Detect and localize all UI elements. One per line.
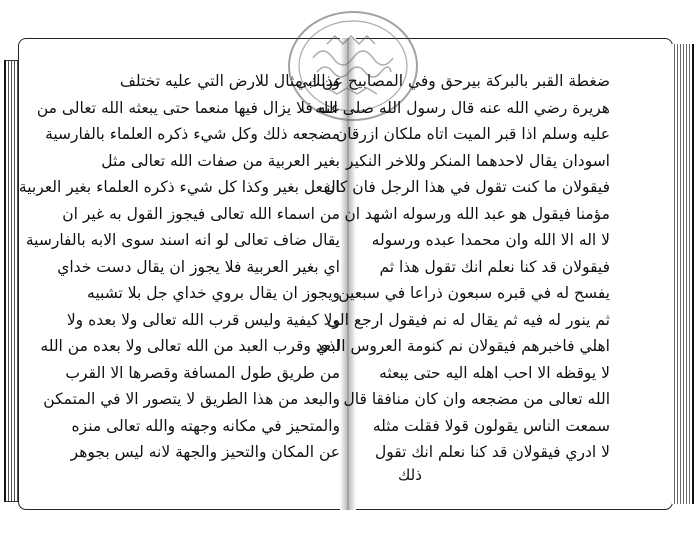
- right-page-line: لا ادري فيقولان قد كنا نعلم انك تقول: [375, 443, 610, 461]
- right-page-line: اسودان يقال لاحدهما المنكر وللاخر النكير: [346, 151, 610, 170]
- left-page-line: وذلك مثال للارض التي عليه تختلف: [119, 72, 340, 90]
- left-page-text-block: [18, 68, 340, 466]
- right-page-text-block: [295, 68, 610, 466]
- right-page-line: اهلي فاخبرهم فيقولان نم كنومة العروس الذي: [316, 337, 610, 355]
- left-page-line: ولا كيفية وليس قرب الله تعالى ولا بعده ولا: [66, 310, 340, 329]
- left-page-line: والمتحيز في مكانه وجهته والله تعالى منزه: [71, 416, 340, 435]
- left-page-line: اي بغير العربية فلا يجوز ان يقال دست خداي: [57, 257, 340, 276]
- left-page-line: من طريق طول المسافة وقصرها الا القرب: [65, 363, 340, 382]
- left-page-line: يقال ضاف تعالى لو انه اسند سوى الابه بالفارسية: [25, 231, 340, 249]
- left-page-line: ابعد وقرب العبد من الله تعالى ولا بعده من الله: [40, 337, 340, 355]
- left-page-line: مضجعه ذلك وكل شيء ذكره العلماء بالفارسية: [45, 125, 340, 143]
- left-page-line: الفعل بغير وكذا كل شيء ذكره العلماء بغير العربية: [18, 178, 340, 196]
- right-page-line: عليه وسلم اذا قبر الميت اتاه ملكان ازرقان: [335, 125, 610, 143]
- catchword: ذلك: [398, 466, 422, 484]
- right-page-line: فيقولان ما كنت تقول في هذا الرجل فان كان: [323, 178, 610, 196]
- right-page-line: لا اله الا الله وان محمدا عبده ورسوله: [371, 231, 610, 249]
- right-page-line: لا يوقظه الا احب اهله اليه حتى يبعثه: [379, 363, 610, 382]
- right-page-line: هريرة رضي الله عنه قال رسول الله صلى الله: [315, 98, 610, 117]
- right-page-line: فيقولان قد كنا نعلم انك تقول هذا ثم: [379, 257, 610, 276]
- right-page-line: سمعت الناس يقولون قولا فقلت مثله: [372, 416, 610, 435]
- left-page-line: ويجوز ان يقال بروي خداي جل بلا تشبيه: [87, 284, 340, 302]
- right-page-edges: [672, 44, 694, 504]
- left-page-line: بغير العربية من صفات الله تعالى مثل: [101, 151, 340, 170]
- right-page-line: الله تعالى من مضجعه وان كان منافقا قال: [343, 390, 610, 408]
- right-page-line: يفسح له في قبره سبعون ذراعا في سبعين: [338, 284, 610, 302]
- left-page-line: والبعد من هذا الطريق لا يتصور الا في المتمكن: [43, 390, 340, 408]
- right-page-line: ثم ينور له فيه ثم يقال له نم فيقول ارجع الى: [326, 310, 610, 329]
- left-page-line: عن المكان والتحيز والجهة لانه ليس بجوهر: [70, 443, 340, 461]
- right-page-line: مؤمنا فيقول هو عبد الله ورسوله اشهد ان: [344, 204, 610, 223]
- left-page-line: عنه فلا يزال فيها منعما حتى يبعثه الله تعالى من: [36, 98, 340, 117]
- right-page-line: ضغطة القبر بالبركة بيرحق وفي المصابيح عن ابي: [295, 72, 610, 90]
- left-page-line: من اسماء الله تعالى فيجوز القول به غير ان: [62, 204, 340, 223]
